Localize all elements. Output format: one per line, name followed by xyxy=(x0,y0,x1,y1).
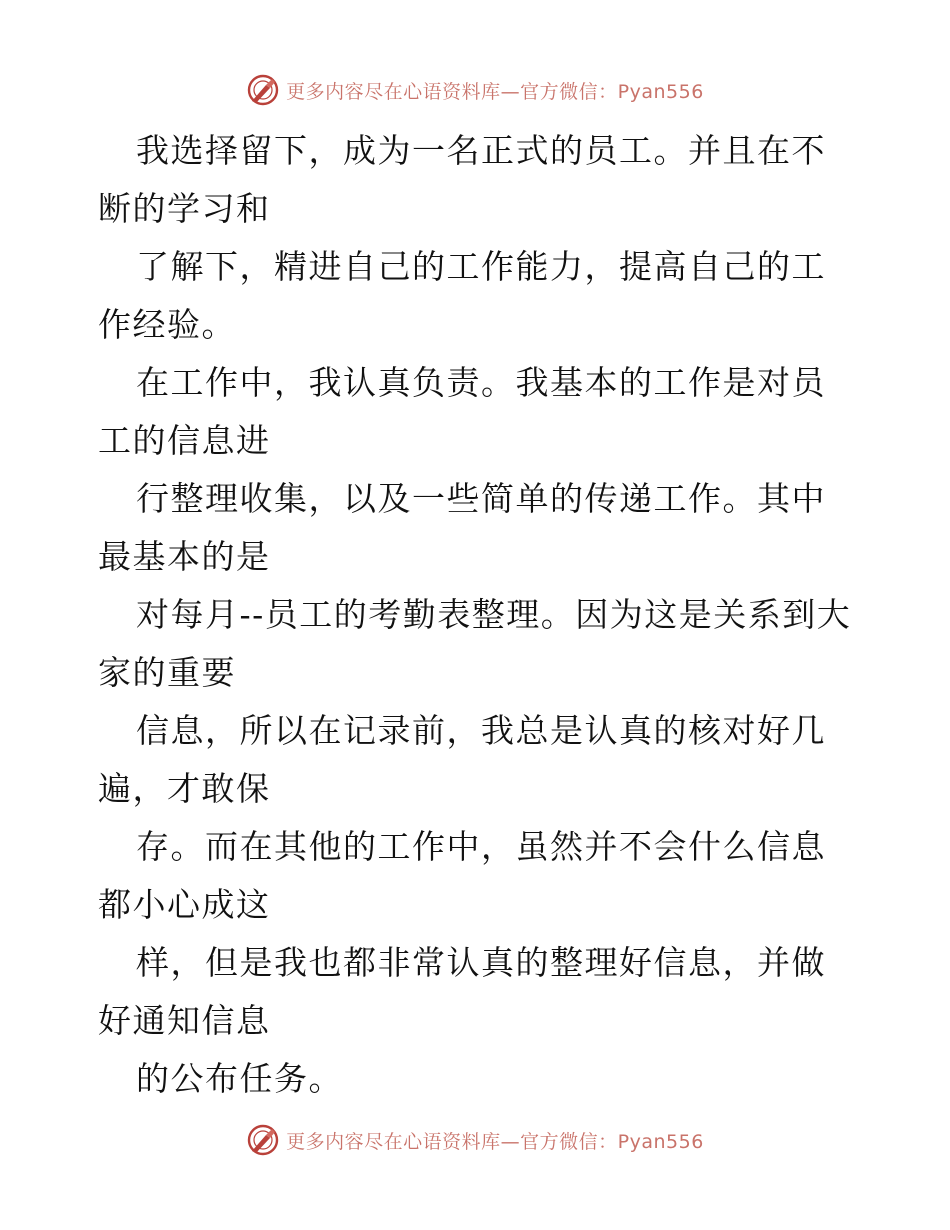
paragraph-6: 信息，所以在记录前，我总是认真的核对好几 遍，才敢保 xyxy=(98,711,826,808)
paragraph-8: 样，但是我也都非常认真的整理好信息，并做好通知信息 xyxy=(98,943,826,1040)
pen-logo-icon xyxy=(246,73,280,107)
paragraph-2: 了解下，精进自己的工作能力，提高自己的工作经验。 xyxy=(98,247,826,344)
paragraph-4: 行整理收集，以及一些简单的传递工作。其中最基本的是 xyxy=(98,479,826,576)
document-body xyxy=(98,122,858,1108)
paragraph-1: 我选择留下，成为一名正式的员工。并且在不断的学习和 xyxy=(98,131,826,228)
paragraph-5: 对每月--员工的考勤表整理。因为这是关系到大家的重要 xyxy=(98,595,852,692)
header-banner xyxy=(0,70,950,110)
paragraph-3: 在工作中，我认真负责。我基本的工作是对员工的信息进 xyxy=(98,363,826,460)
paragraph-9: 的公布任务。 xyxy=(136,1059,343,1098)
footer-banner xyxy=(0,1120,950,1160)
header-banner-text: 更多内容尽在心语资料库—官方微信：Pyan556 xyxy=(286,80,704,103)
paragraph-7: 存。而在其他的工作中，虽然并不会什么信息都小心成这 xyxy=(98,827,826,924)
footer-banner-text: 更多内容尽在心语资料库—官方微信：Pyan556 xyxy=(286,1130,704,1153)
pen-logo-icon xyxy=(246,1123,280,1157)
